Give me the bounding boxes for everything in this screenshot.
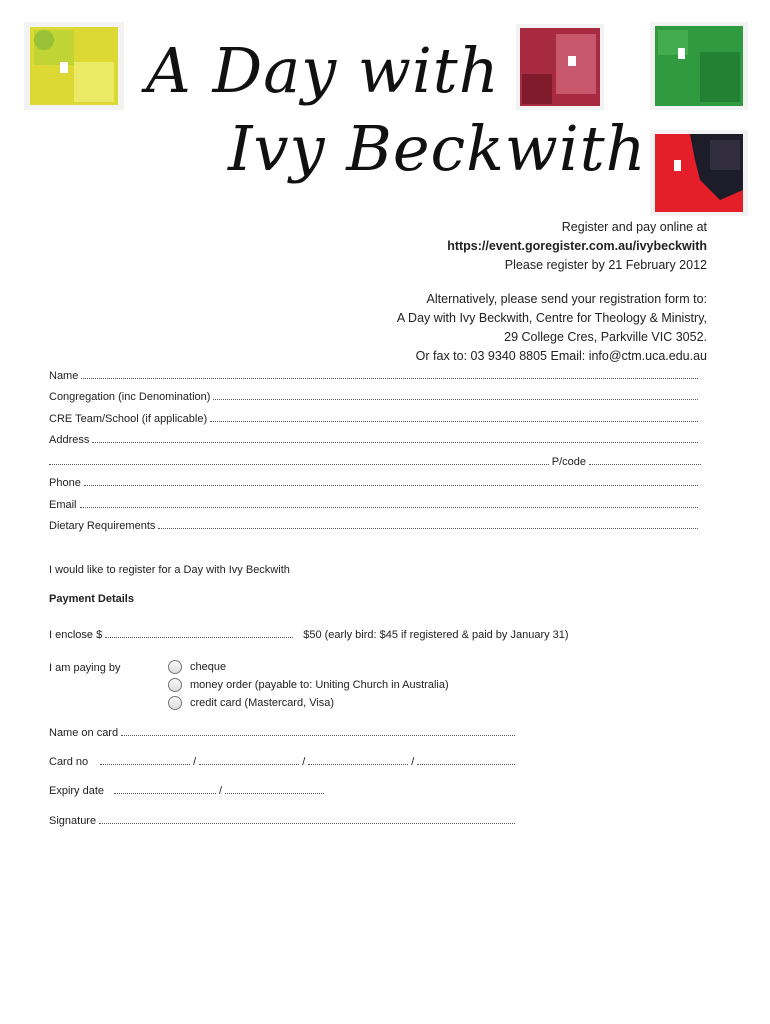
card-number-part-2[interactable] (199, 756, 299, 765)
payment-heading: Payment Details (49, 593, 134, 605)
congregation-label: Congregation (inc Denomination) (49, 391, 211, 403)
signature-line[interactable] (99, 815, 515, 824)
registration-link[interactable]: https://event.goregister.com.au/ivybeckwith (447, 239, 707, 253)
name-label: Name (49, 370, 79, 382)
money-order-radio[interactable] (168, 678, 182, 692)
address-line[interactable] (92, 434, 698, 443)
name-on-card-field[interactable] (49, 727, 518, 739)
congregation-line[interactable] (213, 391, 698, 400)
name-on-card-label: Name on card (49, 727, 119, 739)
card-slash-1: / (193, 756, 197, 768)
yellow-watercolor-tile (24, 22, 124, 110)
congregation-field[interactable] (49, 391, 701, 403)
expiry-year-line[interactable] (225, 785, 324, 794)
expiry-date-label: Expiry date (49, 785, 105, 797)
online-label: Register and pay online at (561, 220, 707, 234)
credit-card-radio[interactable] (168, 696, 182, 710)
registration-info (397, 218, 707, 366)
enclose-amount-line[interactable] (105, 629, 293, 638)
title-line-1: A Day with (146, 34, 500, 107)
payment-option-cheque[interactable] (168, 660, 226, 674)
address-postcode-field[interactable] (49, 456, 701, 468)
card-number-label: Card no (49, 756, 89, 768)
enclose-label: I enclose $ (49, 629, 103, 641)
dietary-field[interactable] (49, 520, 701, 532)
email-field[interactable] (49, 499, 701, 511)
phone-label: Phone (49, 477, 81, 489)
name-field[interactable] (49, 370, 701, 382)
cheque-label: cheque (190, 661, 227, 673)
cheque-radio[interactable] (168, 660, 182, 674)
payment-option-credit-card[interactable] (168, 696, 334, 710)
address-line-2-blank[interactable] (49, 456, 549, 465)
address-line-1: A Day with Ivy Beckwith, Centre for Theology & Ministry, (396, 311, 707, 325)
address-line-2: 29 College Cres, Parkville VIC 3052. (504, 330, 707, 344)
green-watercolor-tile (650, 22, 748, 110)
card-number-part-4[interactable] (417, 756, 515, 765)
price-note: $50 (early bird: $45 if registered & paid by January 31) (303, 629, 569, 641)
card-number-field[interactable] (49, 756, 518, 768)
postcode-line[interactable] (589, 456, 701, 465)
email-line[interactable] (80, 499, 698, 508)
register-statement: I would like to register for a Day with Ivy Beckwith (49, 564, 290, 576)
address-label: Address (49, 434, 90, 446)
expiry-date-field[interactable] (49, 785, 327, 797)
enclose-field[interactable] (49, 629, 609, 641)
dietary-line[interactable] (158, 520, 698, 529)
card-number-part-3[interactable] (308, 756, 408, 765)
money-order-label: money order (payable to: Uniting Church in Australia) (190, 679, 449, 691)
red-black-watercolor-tile (650, 130, 748, 216)
cre-team-line[interactable] (210, 413, 698, 422)
title-line-2: Ivy Beckwith (228, 112, 647, 185)
contact-line: Or fax to: 03 9340 8805 Email: info@ctm.uca.edu.au (415, 349, 707, 363)
deadline-text: Please register by 21 February 2012 (504, 258, 707, 272)
signature-field[interactable] (49, 815, 518, 827)
expiry-month-line[interactable] (114, 785, 216, 794)
name-line[interactable] (81, 370, 698, 379)
cre-team-field[interactable] (49, 413, 701, 425)
alternative-label: Alternatively, please send your registration form to: (426, 292, 707, 306)
address-field[interactable] (49, 434, 701, 446)
paying-by-label: I am paying by (49, 662, 121, 674)
expiry-slash: / (219, 785, 223, 797)
cre-team-label: CRE Team/School (if applicable) (49, 413, 208, 425)
card-slash-3: / (411, 756, 415, 768)
email-label: Email (49, 499, 77, 511)
phone-field[interactable] (49, 477, 701, 489)
card-slash-2: / (302, 756, 306, 768)
crimson-watercolor-tile (516, 24, 604, 110)
card-number-part-1[interactable] (100, 756, 190, 765)
postcode-label: P/code (551, 456, 586, 468)
name-on-card-line[interactable] (121, 727, 515, 736)
phone-line[interactable] (84, 477, 698, 486)
signature-label: Signature (49, 815, 97, 827)
credit-card-label: credit card (Mastercard, Visa) (190, 697, 335, 709)
dietary-label: Dietary Requirements (49, 520, 156, 532)
payment-option-money-order[interactable] (168, 678, 449, 692)
